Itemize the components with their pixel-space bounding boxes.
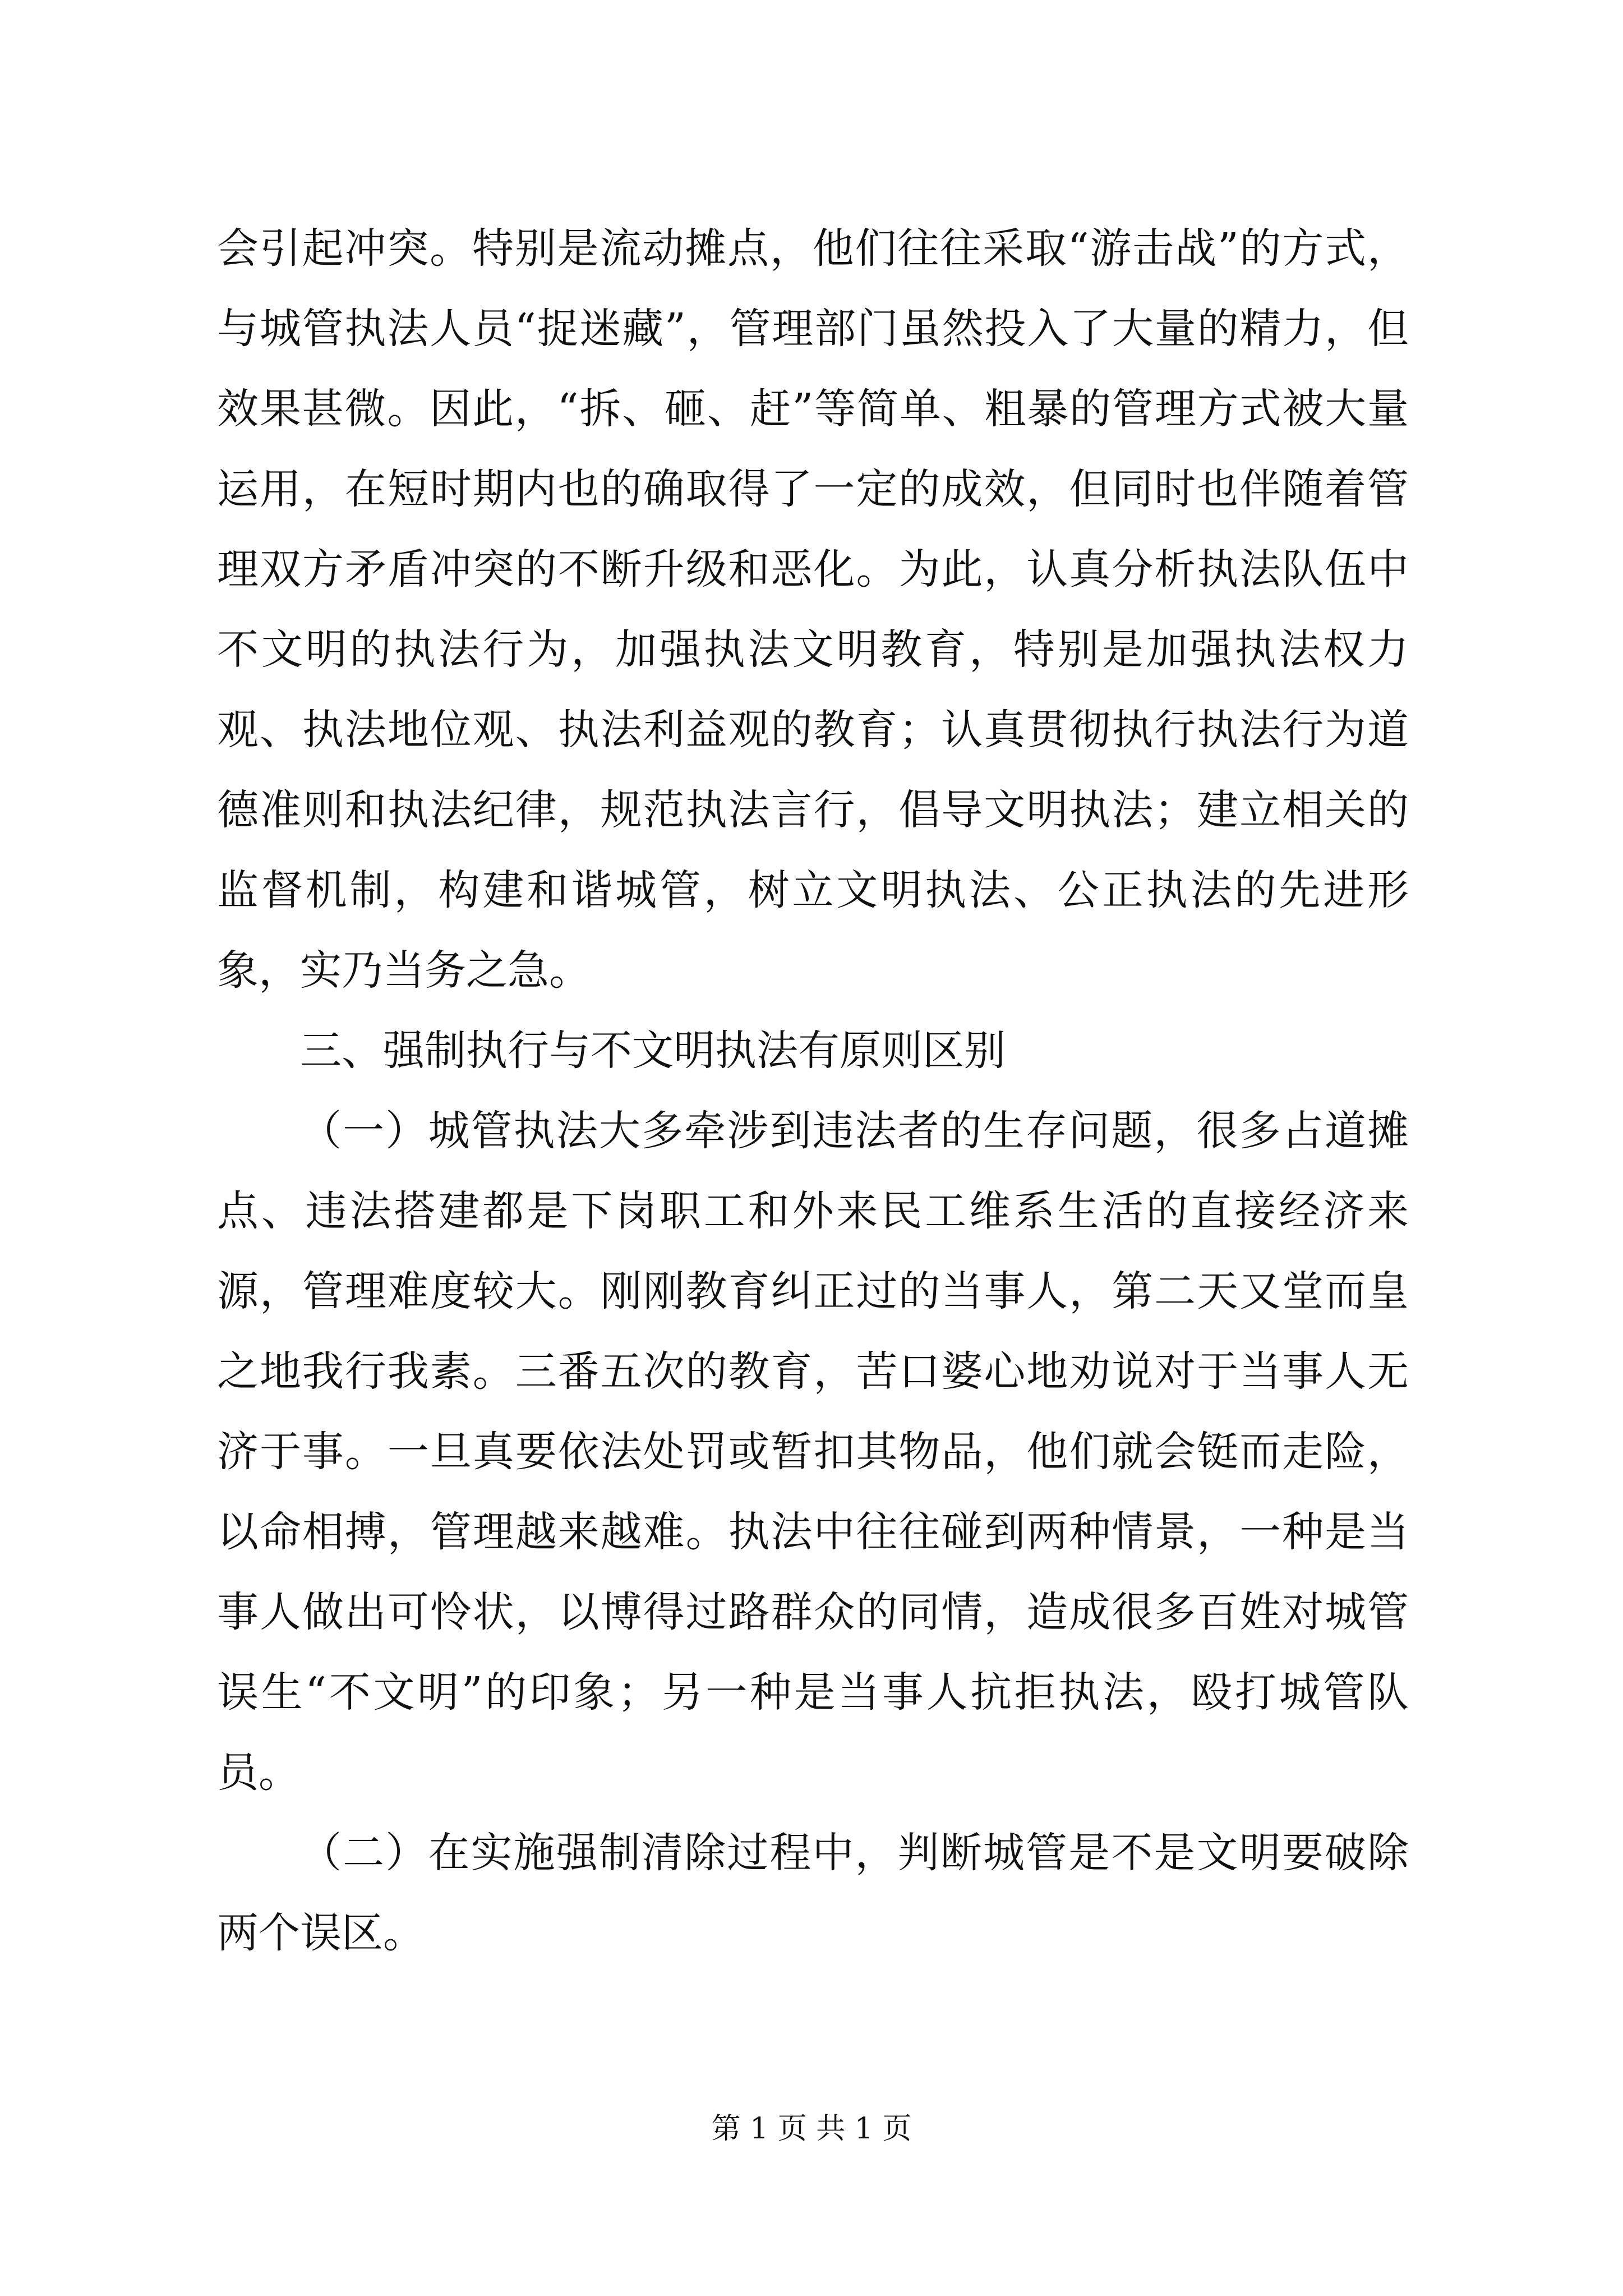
paragraph-item-1: （一）城管执法大多牵涉到违法者的生存问题，很多占道摊点、违法搭建都是下岗职工和外来民工维系生活的直接经济来源，管理难度较大。刚刚教育纠正过的当事人，第二天又堂而皇之地我行我素。三番五次的教育，苦口婆心地劝说对于当事人无济于事。一旦真要依法处罚或暂扣其物品，他们就会铤而走险，以命相搏，管理越来越难。执法中往往碰到两种情景，一种是当事人做出可怜状，以博得过路群众的同情，造成很多百姓对城管误生“不文明”的印象；另一种是当事人抗拒执法，殴打城管队员。 [217,1107,1409,1797]
paragraph-continuation: 会引起冲突。特别是流动摊点，他们往往采取“游击战”的方式，与城管执法人员“捉迷藏”，管理部门虽然投入了大量的精力，但效果甚微。因此，“拆、砸、赶”等简单、粗暴的管理方式被大量运用，在短时期内也的确取得了一定的成效，但同时也伴随着管理双方矛盾冲突的不断升级和恶化。为此，认真分析执法队伍中不文明的执法行为，加强执法文明教育，特别是加强执法权力观、执法地位观、执法利益观的教育；认真贯彻执行执法行为道德准则和执法纪律，规范执法言行，倡导文明执法；建立相关的监督机制，构建和谐城管，树立文明执法、公正执法的先进形象，实乃当务之急。 [217,224,1409,995]
page-number-footer: 第 1 页 共 1 页 [711,2112,912,2146]
paragraph-item-2: （二）在实施强制清除过程中，判断城管是不是文明要破除两个误区。 [217,1829,1409,1957]
section-heading: 三、强制执行与不文明执法有原则区别 [300,1027,1006,1075]
document-body [217,209,1409,1973]
